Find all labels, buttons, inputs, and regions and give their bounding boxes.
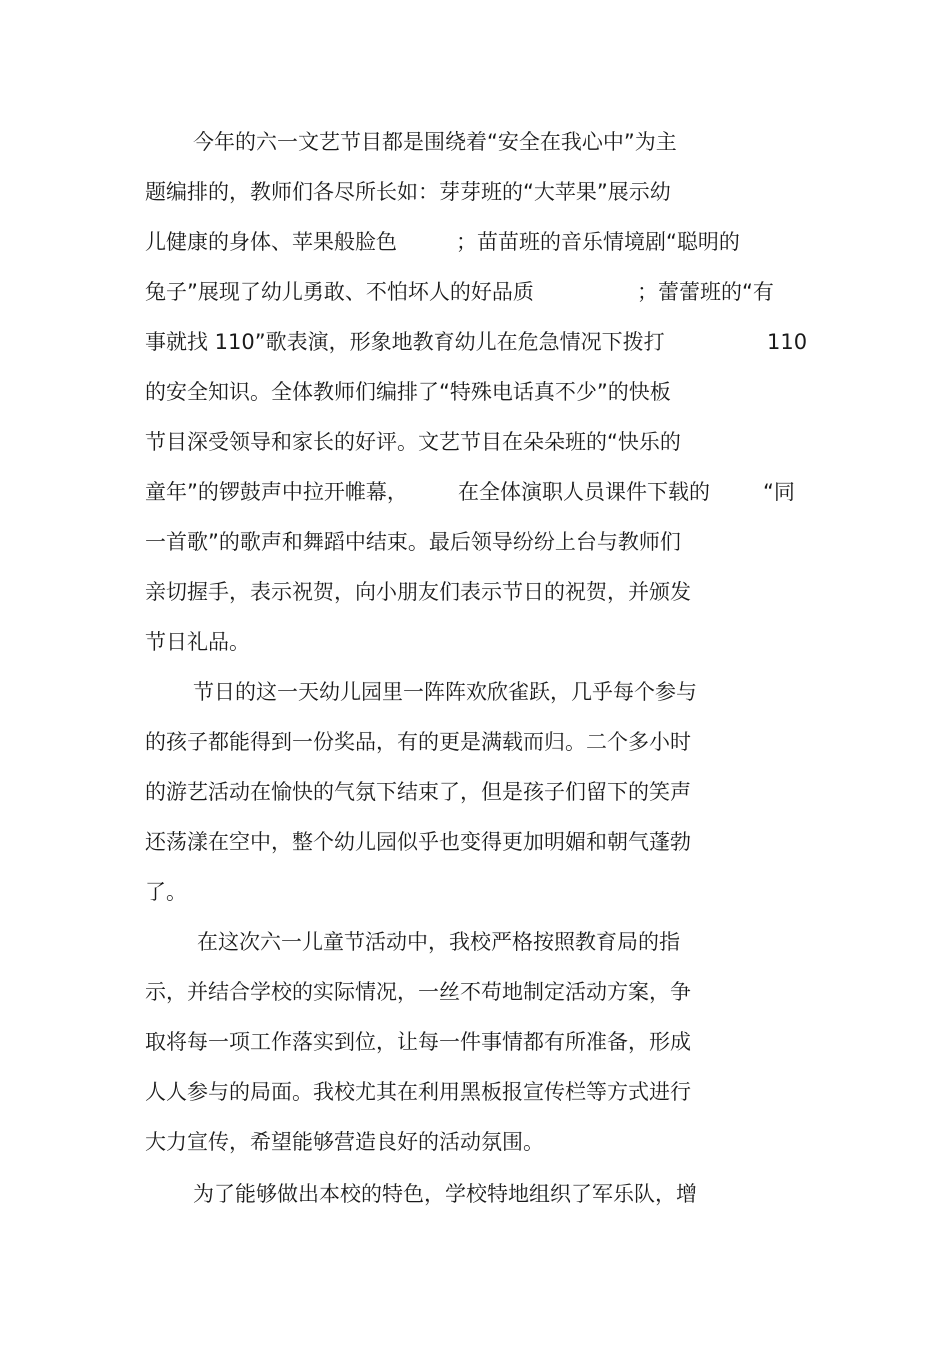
text-segment: 110 — [767, 330, 808, 354]
text-segment: 还荡漾在空中，整个幼儿园似乎也变得更加明媚和朝气蓬勃 — [145, 830, 691, 854]
text-line — [0, 677, 950, 707]
text-segment: 的游艺活动在愉快的气氛下结束了，但是孩子们留下的笑声 — [145, 780, 691, 804]
text-segment: ；蕾蕾班的“有 — [637, 280, 774, 304]
text-segment: ；苗苗班的音乐情境剧“聪明的 — [456, 230, 740, 254]
text-line — [0, 927, 950, 957]
text-segment: 取将每一项工作落实到位，让每一件事情都有所准备，形成 — [145, 1030, 691, 1054]
text-segment: 一首歌”的歌声和舞蹈中结束。最后领导纷纷上台与教师们 — [145, 530, 681, 554]
text-segment: 亲切握手，表示祝贺，向小朋友们表示节日的祝贺，并颁发 — [145, 580, 691, 604]
text-segment: 大力宣传，希望能够营造良好的活动氛围。 — [145, 1130, 544, 1154]
text-segment: 题编排的，教师们各尽所长如：芽芽班的“大苹果”展示幼 — [145, 180, 671, 204]
text-line — [0, 277, 950, 307]
text-line — [0, 1179, 950, 1209]
text-segment: 的孩子都能得到一份奖品，有的更是满载而归。二个多小时 — [145, 730, 691, 754]
text-segment: 事就找 110”歌表演，形象地教育幼儿在危急情况下拨打 — [145, 330, 665, 354]
text-line — [0, 377, 950, 407]
text-segment: 今年的六一文艺节目都是围绕着“安全在我心中”为主 — [193, 130, 677, 154]
text-line — [0, 777, 950, 807]
text-line — [0, 427, 950, 457]
text-line — [0, 1027, 950, 1057]
text-line — [0, 627, 950, 657]
text-segment: 节日的这一天幼儿园里一阵阵欢欣雀跃，几乎每个参与 — [193, 680, 697, 704]
text-line — [0, 977, 950, 1007]
text-line — [0, 877, 950, 907]
text-segment: 在这次六一儿童节活动中，我校严格按照教育局的指 — [197, 930, 680, 954]
text-segment: 兔子”展现了幼儿勇敢、不怕坏人的好品质 — [145, 280, 534, 304]
text-line — [0, 477, 950, 507]
text-line — [0, 327, 950, 357]
text-line — [0, 727, 950, 757]
text-segment: 为了能够做出本校的特色，学校特地组织了军乐队，增 — [193, 1182, 697, 1206]
text-segment: 人人参与的局面。我校尤其在利用黑板报宣传栏等方式进行 — [145, 1080, 691, 1104]
text-line — [0, 577, 950, 607]
text-segment: 示，并结合学校的实际情况，一丝不苟地制定活动方案，争 — [145, 980, 691, 1004]
text-line — [0, 527, 950, 557]
text-line — [0, 227, 950, 257]
text-segment: 儿健康的身体、苹果般脸色 — [145, 230, 397, 254]
text-segment: 节目深受领导和家长的好评。文艺节目在朵朵班的“快乐的 — [145, 430, 681, 454]
text-line — [0, 827, 950, 857]
text-segment: 了。 — [145, 880, 187, 904]
text-line — [0, 1077, 950, 1107]
text-segment: 节日礼品。 — [145, 630, 250, 654]
text-segment: 童年”的锣鼓声中拉开帷幕， — [145, 480, 408, 504]
text-segment: 在全体演职人员课件下载的 — [458, 480, 710, 504]
text-segment: 的安全知识。全体教师们编排了“特殊电话真不少”的快板 — [145, 380, 671, 404]
text-line — [0, 1127, 950, 1157]
text-segment: “同 — [763, 480, 795, 504]
text-line — [0, 177, 950, 207]
text-line — [0, 127, 950, 157]
